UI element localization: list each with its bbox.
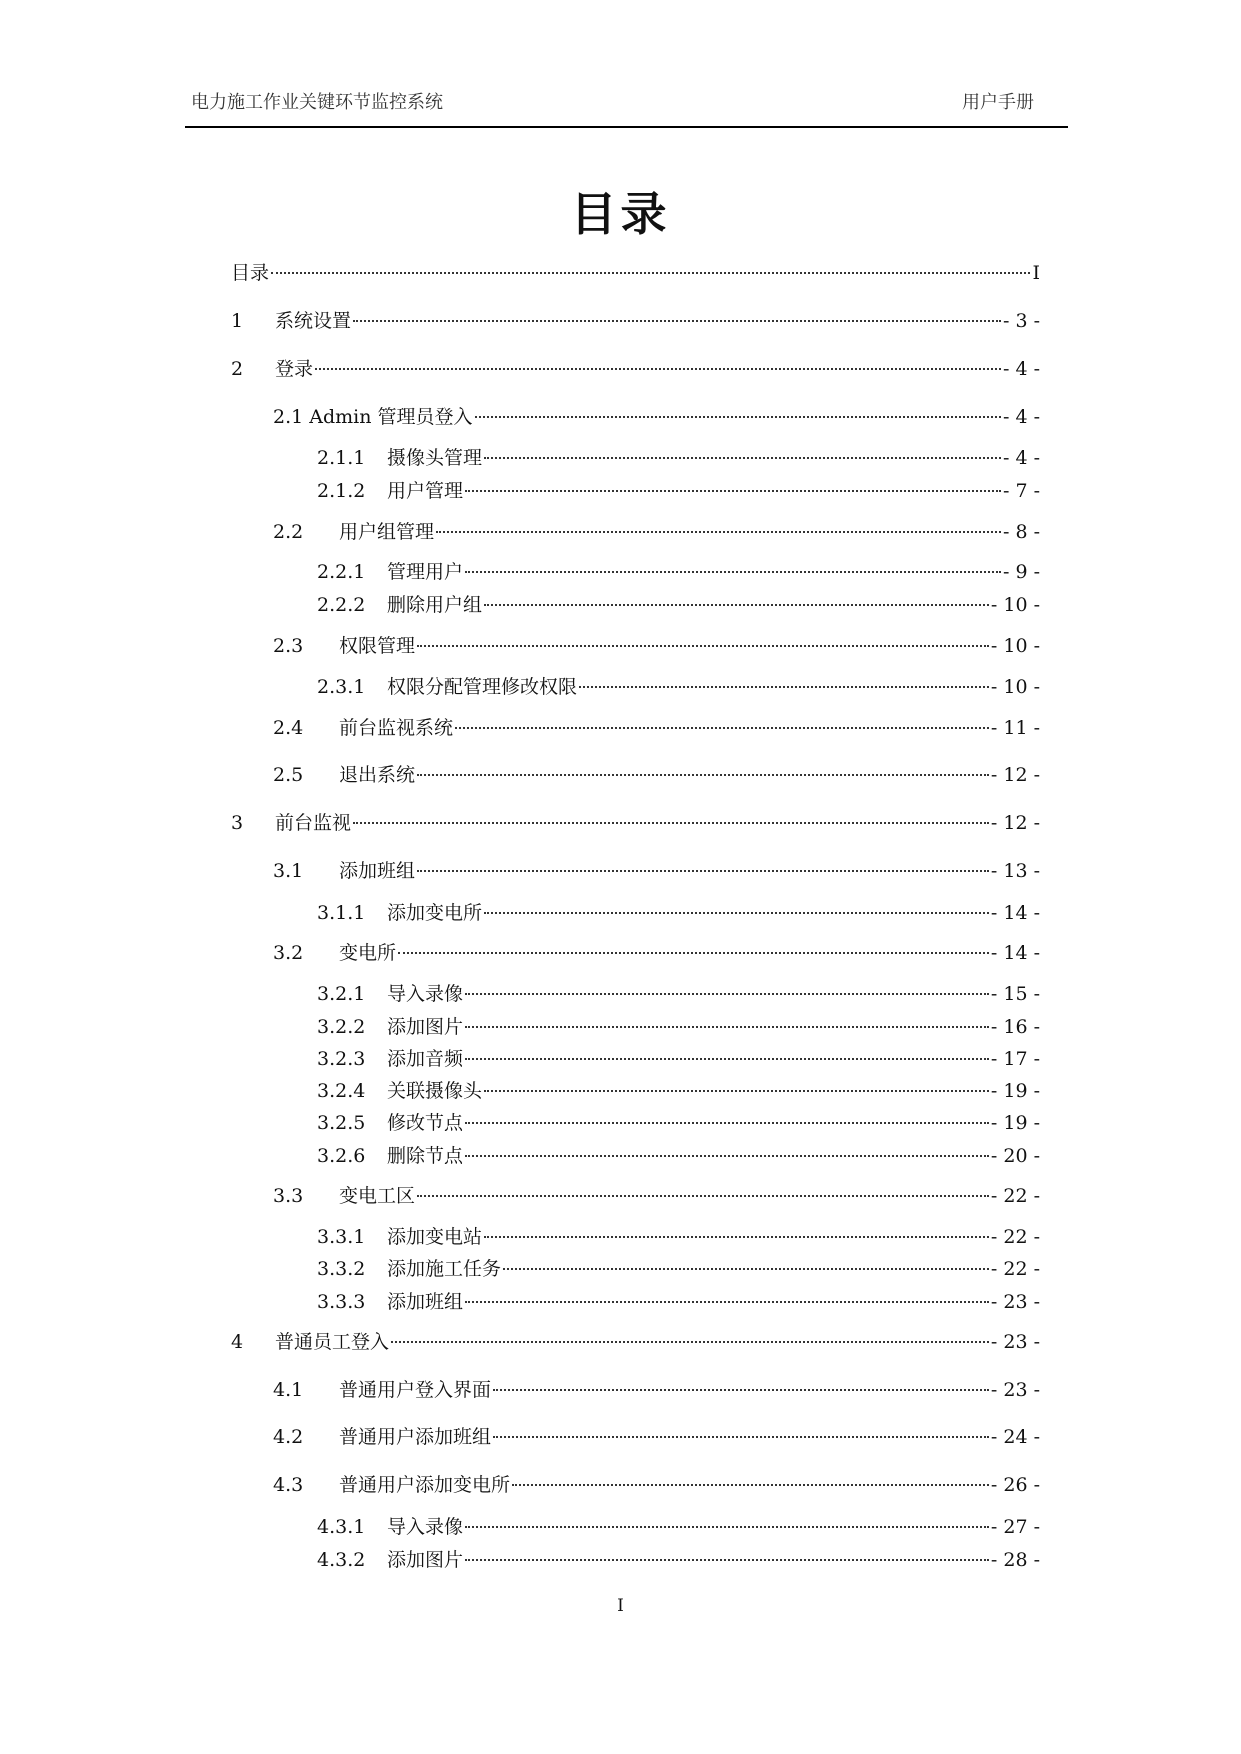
toc-entry[interactable] [317,672,1040,696]
toc-entry-page: - 10 - [990,676,1040,698]
toc-entry[interactable] [317,1044,1040,1068]
toc-entry-title: 权限管理 [339,635,416,657]
toc-entry[interactable] [231,354,1040,378]
toc-entry-title: 普通员工登入 [275,1331,390,1353]
toc-dot-leader [417,1195,989,1197]
toc-entry[interactable] [273,938,1040,962]
toc-dot-leader [465,1026,989,1028]
toc-entry[interactable] [317,1254,1040,1278]
toc-entry[interactable] [273,517,1040,541]
toc-entry-number: 3 [231,812,244,834]
toc-entry-number: 3.2.5 [317,1112,366,1134]
toc-entry-title: 普通用户添加变电所 [339,1474,511,1496]
toc-entry[interactable] [317,1287,1040,1311]
toc-entry-page: - 22 - [990,1185,1040,1207]
toc-entry-title: 删除用户组 [387,594,483,616]
toc-dot-leader [484,604,989,606]
toc-entry-title: 摄像头管理 [387,447,483,469]
toc-entry-title: 目录 [231,262,270,284]
toc-entry-number: 2.1.1 [317,447,366,469]
toc-entry-title: 用户管理 [387,480,464,502]
toc-entry-number: 3.3.1 [317,1226,366,1248]
toc-entry-page: - 4 - [1002,447,1040,469]
toc-entry-page: - 24 - [990,1426,1040,1448]
toc-entry-number: 3.2.1 [317,983,366,1005]
toc-entry[interactable] [273,1470,1040,1494]
toc-dot-leader [484,457,1001,459]
header-manual-label: 用户手册 [962,92,1034,113]
toc-dot-leader [398,952,989,954]
toc-entry[interactable] [273,760,1040,784]
toc-entry-page: - 4 - [1002,406,1040,428]
toc-entry-title: 添加施工任务 [387,1258,502,1280]
toc-entry[interactable] [273,402,1040,426]
toc-entry-title: 变电所 [339,942,397,964]
toc-entry[interactable] [317,590,1040,614]
toc-dot-leader [493,1436,989,1438]
toc-entry[interactable] [317,1012,1040,1036]
toc-dot-leader [353,822,989,824]
toc-entry-page: - 22 - [990,1226,1040,1248]
toc-entry-number: 3.2.6 [317,1145,366,1167]
toc-dot-leader [465,571,1001,573]
toc-entry-page: - 26 - [990,1474,1040,1496]
toc-entry-title: 添加图片 [387,1549,464,1571]
toc-entry-title: 普通用户登入界面 [339,1379,492,1401]
toc-entry-number: 2.1.2 [317,480,366,502]
toc-entry[interactable] [317,443,1040,467]
toc-dot-leader [465,1122,989,1124]
toc-entry-number: 2.4 [273,717,304,739]
page-number: I [617,1596,624,1616]
toc-entry-page: - 19 - [990,1112,1040,1134]
toc-entry-number: 3.3.3 [317,1291,366,1313]
toc-entry[interactable] [317,979,1040,1003]
toc-dot-leader [465,1301,989,1303]
toc-entry-number: 3.3.2 [317,1258,366,1280]
toc-entry[interactable] [317,1545,1040,1569]
toc-entry-title: 退出系统 [339,764,416,786]
toc-entry[interactable] [231,306,1040,330]
toc-entry-title: 添加班组 [339,860,416,882]
toc-entry-title: 修改节点 [387,1112,464,1134]
toc-entry-number: 4.1 [273,1379,304,1401]
toc-entry-page: - 28 - [990,1549,1040,1571]
toc-entry-page: - 23 - [990,1331,1040,1353]
toc-entry-number: 2.2.1 [317,561,366,583]
toc-entry-page: - 12 - [990,812,1040,834]
toc-dot-leader [579,686,989,688]
toc-dot-leader [436,531,1001,533]
toc-dot-leader [503,1268,989,1270]
toc-entry-title: 添加音频 [387,1048,464,1070]
toc-entry-title: 系统设置 [275,310,352,332]
toc-entry-title: 关联摄像头 [387,1080,483,1102]
toc-dot-leader [484,1090,989,1092]
toc-dot-leader [417,774,989,776]
toc-entry[interactable] [317,1222,1040,1246]
page-title: 目录 [570,187,671,241]
toc-entry[interactable] [231,1327,1040,1351]
toc-entry-number: 2.3.1 [317,676,366,698]
toc-entry-number: 3.1 [273,860,304,882]
toc-entry-number: 2 [231,358,244,380]
toc-entry-page: - 10 - [990,594,1040,616]
toc-entry[interactable] [317,557,1040,581]
toc-entry-number: 2.2.2 [317,594,366,616]
toc-entry-number: 4.3.1 [317,1516,366,1538]
toc-dot-leader [353,320,1001,322]
toc-entry-number: 3.3 [273,1185,304,1207]
toc-entry-title: 登录 [275,358,314,380]
toc-dot-leader [315,368,1001,370]
toc-dot-leader [512,1484,989,1486]
toc-entry[interactable] [317,898,1040,922]
toc-dot-leader [271,272,1030,274]
toc-dot-leader [465,1155,989,1157]
toc-entry[interactable] [231,258,1040,282]
toc-entry-title: 添加变电站 [387,1226,483,1248]
toc-entry[interactable] [317,1512,1040,1536]
toc-entry[interactable] [273,631,1040,655]
toc-entry-number: 3.2 [273,942,304,964]
toc-entry-number: 1 [231,310,244,332]
toc-entry-title: 删除节点 [387,1145,464,1167]
toc-entry-page: - 13 - [990,860,1040,882]
toc-entry-page: - 16 - [990,1016,1040,1038]
toc-dot-leader [484,912,989,914]
toc-dot-leader [465,490,1001,492]
toc-entry-title: 添加变电所 [387,902,483,924]
toc-entry-number: 2.5 [273,764,304,786]
toc-entry[interactable] [317,1076,1040,1100]
toc-entry-title: 用户组管理 [339,521,435,543]
toc-dot-leader [475,416,1001,418]
toc-entry-page: - 4 - [1002,358,1040,380]
toc-dot-leader [465,1058,989,1060]
toc-entry[interactable] [317,476,1040,500]
toc-dot-leader [484,1236,989,1238]
toc-entry-page: - 7 - [1002,480,1040,502]
toc-entry-page: - 3 - [1002,310,1040,332]
toc-dot-leader [391,1341,989,1343]
toc-entry[interactable] [317,1141,1040,1165]
toc-entry-page: I [1032,262,1040,284]
toc-entry-number: 3.2.3 [317,1048,366,1070]
toc-dot-leader [417,645,989,647]
toc-entry-title: 变电工区 [339,1185,416,1207]
toc-dot-leader [465,1526,989,1528]
toc-entry-page: - 12 - [990,764,1040,786]
toc-entry-title: 添加图片 [387,1016,464,1038]
toc-entry-page: - 14 - [990,942,1040,964]
toc-dot-leader [455,727,989,729]
toc-entry-page: - 14 - [990,902,1040,924]
toc-entry[interactable] [231,808,1040,832]
toc-entry-number: 4.3 [273,1474,304,1496]
toc-entry-number: 4.3.2 [317,1549,366,1571]
toc-dot-leader [465,993,989,995]
toc-entry[interactable] [273,1375,1040,1399]
toc-entry-page: - 23 - [990,1379,1040,1401]
toc-entry-title: 前台监视 [275,812,352,834]
toc-entry-title: 管理用户 [387,561,464,583]
toc-dot-leader [417,870,989,872]
toc-entry-title: 权限分配管理修改权限 [387,676,578,698]
toc-entry-page: - 22 - [990,1258,1040,1280]
toc-entry-number: 4.2 [273,1426,304,1448]
toc-entry-number: 2.3 [273,635,304,657]
toc-entry-page: - 23 - [990,1291,1040,1313]
toc-entry-number: 3.2.2 [317,1016,366,1038]
toc-entry-page: - 27 - [990,1516,1040,1538]
toc-entry-page: - 17 - [990,1048,1040,1070]
toc-entry-page: - 11 - [990,717,1040,739]
toc-entry-number: 3.1.1 [317,902,366,924]
toc-entry-number: 3.2.4 [317,1080,366,1102]
toc-entry-page: - 15 - [990,983,1040,1005]
toc-entry[interactable] [273,1422,1040,1446]
toc-entry-page: - 19 - [990,1080,1040,1102]
header-document-title: 电力施工作业关键环节监控系统 [191,92,443,113]
toc-entry-title: 导入录像 [387,983,464,1005]
toc-entry-title: 前台监视系统 [339,717,454,739]
toc-entry-title: 普通用户添加班组 [339,1426,492,1448]
toc-entry-title: 2.1 Admin 管理员登入 [273,406,473,428]
toc-entry[interactable] [317,1108,1040,1132]
toc-entry-page: - 8 - [1002,521,1040,543]
toc-entry-number: 2.2 [273,521,304,543]
toc-entry-title: 添加班组 [387,1291,464,1313]
toc-entry-number: 4 [231,1331,244,1353]
toc-dot-leader [465,1559,989,1561]
toc-dot-leader [493,1389,989,1391]
toc-entry-page: - 10 - [990,635,1040,657]
toc-entry[interactable] [273,1181,1040,1205]
toc-entry-page: - 9 - [1002,561,1040,583]
toc-entry[interactable] [273,856,1040,880]
toc-entry-title: 导入录像 [387,1516,464,1538]
page-header [185,88,1068,128]
toc-entry[interactable] [273,713,1040,737]
toc-entry-page: - 20 - [990,1145,1040,1167]
